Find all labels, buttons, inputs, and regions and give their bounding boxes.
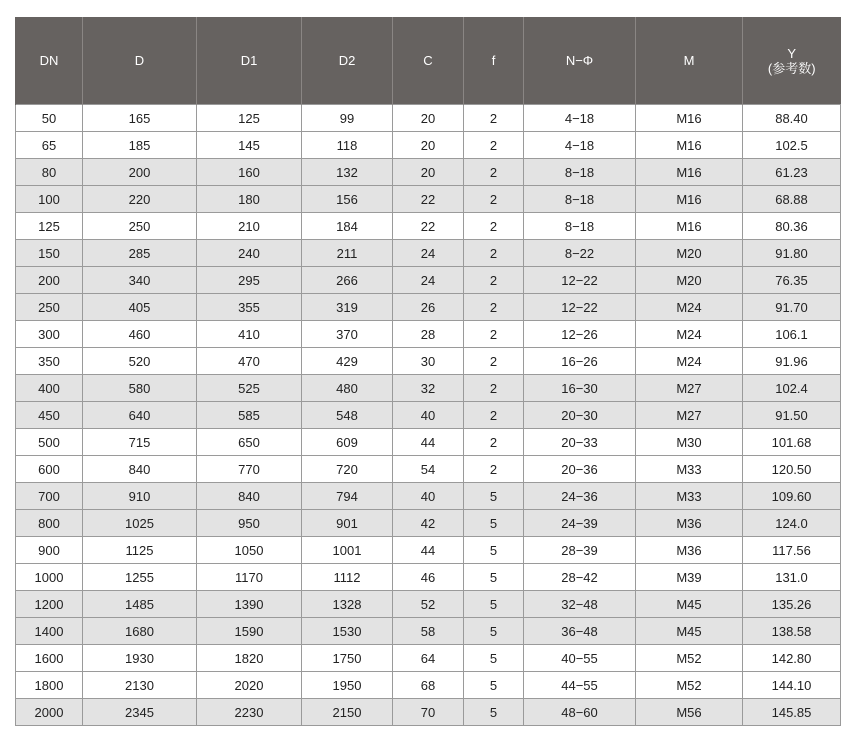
cell-d1: 2230 [197,699,302,726]
cell-f: 5 [464,483,524,510]
cell-n-phi: 24−36 [524,483,636,510]
table-row [16,645,841,672]
cell-y: 120.50 [743,456,841,483]
cell-d2: 1750 [302,645,393,672]
cell-c: 30 [393,348,464,375]
cell-d2: 184 [302,213,393,240]
cell-y: 91.96 [743,348,841,375]
cell-dn: 600 [16,456,83,483]
cell-c: 58 [393,618,464,645]
cell-y: 91.80 [743,240,841,267]
cell-d1: 295 [197,267,302,294]
table-row [16,240,841,267]
cell-f: 5 [464,537,524,564]
cell-d1: 1390 [197,591,302,618]
table-row [16,456,841,483]
cell-d2: 548 [302,402,393,429]
cell-d: 910 [83,483,197,510]
cell-c: 44 [393,537,464,564]
cell-n-phi: 28−42 [524,564,636,591]
cell-d1: 355 [197,294,302,321]
cell-dn: 350 [16,348,83,375]
cell-m: M27 [636,375,743,402]
cell-d1: 525 [197,375,302,402]
cell-d2: 1950 [302,672,393,699]
cell-d: 220 [83,186,197,213]
cell-d: 185 [83,132,197,159]
cell-y: 76.35 [743,267,841,294]
cell-d2: 794 [302,483,393,510]
cell-d: 2345 [83,699,197,726]
cell-m: M16 [636,159,743,186]
cell-m: M16 [636,105,743,132]
cell-d: 285 [83,240,197,267]
cell-dn: 50 [16,105,83,132]
cell-y: 88.40 [743,105,841,132]
cell-d1: 585 [197,402,302,429]
cell-c: 20 [393,159,464,186]
header-d1: D1 [197,17,302,105]
cell-n-phi: 8−22 [524,240,636,267]
cell-dn: 80 [16,159,83,186]
cell-y: 142.80 [743,645,841,672]
cell-d2: 266 [302,267,393,294]
cell-d: 1255 [83,564,197,591]
cell-n-phi: 28−39 [524,537,636,564]
table-row [16,186,841,213]
cell-n-phi: 36−48 [524,618,636,645]
cell-n-phi: 8−18 [524,186,636,213]
cell-d1: 840 [197,483,302,510]
cell-y: 138.58 [743,618,841,645]
cell-dn: 450 [16,402,83,429]
cell-f: 2 [464,402,524,429]
cell-n-phi: 12−22 [524,294,636,321]
cell-n-phi: 40−55 [524,645,636,672]
cell-d: 1680 [83,618,197,645]
cell-n-phi: 32−48 [524,591,636,618]
cell-d2: 211 [302,240,393,267]
cell-m: M20 [636,267,743,294]
header-row [16,17,841,105]
cell-d: 840 [83,456,197,483]
cell-y: 109.60 [743,483,841,510]
cell-y: 117.56 [743,537,841,564]
cell-d1: 125 [197,105,302,132]
cell-d1: 145 [197,132,302,159]
header-m: M [636,17,743,105]
cell-y: 102.5 [743,132,841,159]
cell-c: 20 [393,105,464,132]
cell-c: 46 [393,564,464,591]
cell-dn: 300 [16,321,83,348]
cell-dn: 250 [16,294,83,321]
cell-f: 2 [464,348,524,375]
table-row [16,429,841,456]
cell-d: 460 [83,321,197,348]
cell-d1: 1590 [197,618,302,645]
header-n-phi: N−Φ [524,17,636,105]
table-row [16,213,841,240]
cell-y: 61.23 [743,159,841,186]
cell-m: M33 [636,483,743,510]
cell-d2: 2150 [302,699,393,726]
cell-d2: 370 [302,321,393,348]
table-row [16,132,841,159]
cell-dn: 2000 [16,699,83,726]
cell-d2: 429 [302,348,393,375]
cell-d2: 132 [302,159,393,186]
cell-d1: 950 [197,510,302,537]
cell-dn: 1200 [16,591,83,618]
cell-d2: 901 [302,510,393,537]
cell-y: 135.26 [743,591,841,618]
cell-d1: 210 [197,213,302,240]
cell-n-phi: 4−18 [524,132,636,159]
cell-m: M16 [636,213,743,240]
cell-m: M52 [636,645,743,672]
cell-c: 54 [393,456,464,483]
cell-d1: 1170 [197,564,302,591]
cell-m: M16 [636,186,743,213]
cell-d2: 118 [302,132,393,159]
cell-d: 1125 [83,537,197,564]
table-row [16,591,841,618]
table-row [16,672,841,699]
cell-c: 44 [393,429,464,456]
cell-f: 5 [464,699,524,726]
table-row [16,402,841,429]
cell-y: 80.36 [743,213,841,240]
cell-d2: 720 [302,456,393,483]
cell-f: 5 [464,510,524,537]
cell-c: 20 [393,132,464,159]
table-row [16,483,841,510]
cell-d1: 650 [197,429,302,456]
cell-c: 40 [393,483,464,510]
cell-dn: 125 [16,213,83,240]
cell-d2: 156 [302,186,393,213]
cell-c: 28 [393,321,464,348]
cell-d1: 470 [197,348,302,375]
cell-n-phi: 48−60 [524,699,636,726]
cell-d1: 410 [197,321,302,348]
cell-d2: 1530 [302,618,393,645]
cell-y: 144.10 [743,672,841,699]
cell-y: 68.88 [743,186,841,213]
table-header [16,17,841,105]
cell-d: 250 [83,213,197,240]
cell-d: 1485 [83,591,197,618]
cell-f: 2 [464,267,524,294]
cell-dn: 200 [16,267,83,294]
cell-d: 200 [83,159,197,186]
cell-m: M20 [636,240,743,267]
cell-n-phi: 24−39 [524,510,636,537]
cell-dn: 150 [16,240,83,267]
cell-d: 2130 [83,672,197,699]
cell-m: M45 [636,591,743,618]
header-y-label: Y [787,45,797,61]
cell-f: 2 [464,429,524,456]
cell-f: 2 [464,321,524,348]
table-row [16,537,841,564]
cell-f: 2 [464,186,524,213]
cell-d1: 180 [197,186,302,213]
cell-y: 101.68 [743,429,841,456]
cell-y: 102.4 [743,375,841,402]
cell-c: 64 [393,645,464,672]
cell-dn: 100 [16,186,83,213]
cell-d1: 1820 [197,645,302,672]
cell-n-phi: 8−18 [524,213,636,240]
cell-n-phi: 44−55 [524,672,636,699]
cell-d: 520 [83,348,197,375]
table-row [16,618,841,645]
cell-d2: 1112 [302,564,393,591]
cell-f: 5 [464,564,524,591]
table-row [16,267,841,294]
header-y-note: (参考数) [767,60,816,76]
cell-d1: 1050 [197,537,302,564]
cell-c: 24 [393,240,464,267]
cell-dn: 700 [16,483,83,510]
cell-n-phi: 8−18 [524,159,636,186]
cell-dn: 1400 [16,618,83,645]
cell-c: 68 [393,672,464,699]
cell-dn: 1000 [16,564,83,591]
cell-d: 165 [83,105,197,132]
cell-n-phi: 20−33 [524,429,636,456]
header-c: C [393,17,464,105]
cell-f: 5 [464,672,524,699]
cell-y: 124.0 [743,510,841,537]
table-row [16,375,841,402]
cell-dn: 900 [16,537,83,564]
cell-d1: 240 [197,240,302,267]
cell-m: M33 [636,456,743,483]
cell-dn: 1800 [16,672,83,699]
cell-m: M24 [636,294,743,321]
cell-m: M24 [636,321,743,348]
cell-f: 2 [464,375,524,402]
table-row [16,105,841,132]
header-d2: D2 [302,17,393,105]
cell-d2: 480 [302,375,393,402]
cell-f: 5 [464,645,524,672]
cell-f: 2 [464,294,524,321]
cell-m: M36 [636,537,743,564]
cell-m: M56 [636,699,743,726]
cell-y: 106.1 [743,321,841,348]
cell-d: 340 [83,267,197,294]
cell-n-phi: 16−30 [524,375,636,402]
cell-f: 5 [464,591,524,618]
cell-n-phi: 20−30 [524,402,636,429]
cell-d: 1025 [83,510,197,537]
cell-n-phi: 4−18 [524,105,636,132]
cell-m: M36 [636,510,743,537]
cell-m: M52 [636,672,743,699]
table-body [16,105,841,726]
cell-dn: 1600 [16,645,83,672]
cell-dn: 500 [16,429,83,456]
cell-d2: 99 [302,105,393,132]
cell-c: 40 [393,402,464,429]
cell-c: 32 [393,375,464,402]
cell-dn: 400 [16,375,83,402]
cell-f: 2 [464,213,524,240]
cell-d2: 609 [302,429,393,456]
cell-f: 2 [464,456,524,483]
cell-d1: 2020 [197,672,302,699]
cell-n-phi: 12−26 [524,321,636,348]
table-row [16,510,841,537]
cell-f: 2 [464,132,524,159]
cell-d: 1930 [83,645,197,672]
cell-dn: 65 [16,132,83,159]
table-row [16,294,841,321]
cell-c: 70 [393,699,464,726]
cell-y: 145.85 [743,699,841,726]
header-y [743,17,841,105]
header-f: f [464,17,524,105]
cell-dn: 800 [16,510,83,537]
cell-c: 42 [393,510,464,537]
cell-n-phi: 16−26 [524,348,636,375]
cell-d1: 160 [197,159,302,186]
cell-d1: 770 [197,456,302,483]
cell-c: 52 [393,591,464,618]
table-row [16,564,841,591]
cell-f: 2 [464,240,524,267]
cell-y: 131.0 [743,564,841,591]
cell-f: 2 [464,159,524,186]
cell-m: M30 [636,429,743,456]
cell-d: 405 [83,294,197,321]
table-row [16,159,841,186]
cell-m: M24 [636,348,743,375]
cell-d2: 1001 [302,537,393,564]
cell-d: 715 [83,429,197,456]
cell-n-phi: 20−36 [524,456,636,483]
cell-d2: 319 [302,294,393,321]
table-row [16,348,841,375]
cell-m: M39 [636,564,743,591]
cell-d2: 1328 [302,591,393,618]
cell-d: 640 [83,402,197,429]
table-row [16,699,841,726]
table-row [16,321,841,348]
cell-f: 2 [464,105,524,132]
cell-y: 91.70 [743,294,841,321]
cell-m: M16 [636,132,743,159]
cell-m: M45 [636,618,743,645]
cell-f: 5 [464,618,524,645]
cell-n-phi: 12−22 [524,267,636,294]
cell-c: 24 [393,267,464,294]
header-d: D [83,17,197,105]
flange-dimension-table [15,17,841,726]
cell-y: 91.50 [743,402,841,429]
header-dn: DN [16,17,83,105]
cell-c: 26 [393,294,464,321]
cell-c: 22 [393,186,464,213]
cell-d: 580 [83,375,197,402]
cell-m: M27 [636,402,743,429]
cell-c: 22 [393,213,464,240]
